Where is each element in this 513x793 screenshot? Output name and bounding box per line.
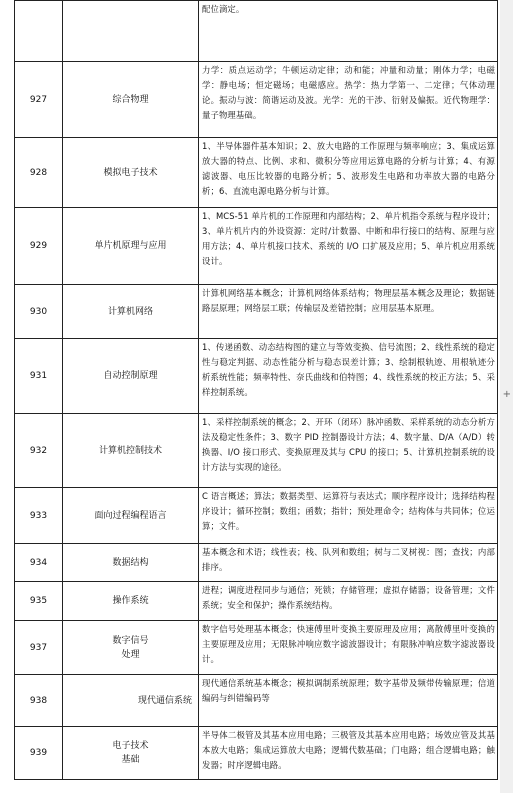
table-row (15, 208, 498, 285)
row-name (63, 285, 199, 339)
row-name-line: 计算机控制技术 (98, 445, 162, 456)
row-code: 937 (15, 621, 63, 675)
row-code: 935 (15, 582, 63, 621)
row-name-line: 单片机原理与应用 (94, 241, 167, 251)
plus-icon[interactable]: + (502, 389, 511, 400)
table-row (15, 414, 498, 488)
row-name-line: 数字信号 (112, 635, 149, 646)
table-row (15, 339, 498, 414)
table-row (15, 285, 498, 339)
table-row (15, 727, 498, 780)
row-code: 928 (15, 138, 63, 208)
row-desc: 1、MCS-51 单片机的工作原理和内部结构；2、单片机指令系统与程序设计；3、单片机片内的外设资源：定时/计数器、中断和串行接口的结构、原理与应用方法；4、单片机接口技术、系统的 I/O 口扩展及应用；5、单片机应用系统设计。 (199, 208, 498, 285)
table-row (15, 675, 498, 727)
row-name (63, 1, 199, 62)
table-row (15, 621, 498, 675)
row-name (63, 582, 199, 621)
row-desc: 数字信号处理基本概念；快速傅里叶变换主要原理及应用；离散傅里叶变换的主要原理及应用；无限脉冲响应数字滤波器设计；有限脉冲响应数字滤波器设计。 (199, 621, 498, 675)
table-row (15, 62, 498, 138)
row-code: 927 (15, 62, 63, 138)
row-name (63, 414, 199, 488)
table-row (15, 138, 498, 208)
row-name (63, 621, 199, 675)
row-code: 938 (15, 675, 63, 727)
row-desc: 基本概念和术语；线性表；栈、队列和数组；树与二叉树视：图；查找；内部排序。 (199, 544, 498, 582)
row-code: 933 (15, 488, 63, 544)
row-desc: 计算机网络基本概念；计算机网络体系结构；物理层基本概念及理论；数据链路层原理；网络层工联；传输层及差错控制；应用层基本原理。 (199, 285, 498, 339)
row-name-line: 基础 (121, 755, 140, 765)
row-desc: 半导体二极管及其基本应用电路；三极管及其基本应用电路；场效应管及其基本放大电路；集成运算放大电路；逻辑代数基础；门电路；组合逻辑电路；触发器；时序逻辑电路。 (199, 727, 498, 780)
row-name (63, 544, 199, 582)
course-table (14, 0, 498, 780)
row-code: 930 (15, 285, 63, 339)
row-name (63, 62, 199, 138)
row-desc: 1、半导体器件基本知识；2、放大电路的工作原理与频率响应；3、集成运算放大器的特点、比例、求和、微积分等应用运算电路的分析与计算；4、有源滤波器、电压比较器的电路分析；5、波形发生电路和功率放大器的电路分析；6、直流电源电路分析与计算。 (199, 138, 498, 208)
row-code: 932 (15, 414, 63, 488)
row-code: 939 (15, 727, 63, 780)
row-name-line: 综合物理 (112, 94, 149, 105)
row-code: 934 (15, 544, 63, 582)
row-code (15, 1, 63, 62)
row-name-line: 计算机网络 (107, 306, 153, 317)
row-desc: 力学：质点运动学；牛顿运动定律；动和能；冲量和动量；刚体力学；电磁学：静电场；恒定磁场；电磁感应。热学：热力学第一、二定律；气体动理论。振动与波：简谐运动及波。光学：光的干涉、衍射及偏振。近代物理学：量子物理基础。 (199, 62, 498, 138)
row-desc: 1、传递函数、动态结构图的建立与等效变换、信号流图；2、线性系统的稳定性与稳定判据、动态性能分析与稳态误差计算；3、绘制根轨迹、用根轨迹分析系统性能；频率特性、奈氏曲线和伯特图；4、线性系统的校正方法；5、采样控制系统。 (199, 339, 498, 414)
row-desc: 进程；调度进程同步与通信；死锁；存储管理；虚拟存储器；设备管理；文件系统；安全和保护；操作系统结构。 (199, 582, 498, 621)
row-name-line: 数据结构 (112, 557, 149, 568)
row-code: 929 (15, 208, 63, 285)
row-code: 931 (15, 339, 63, 414)
row-name-line: 电子技术 (112, 741, 149, 751)
table-row (15, 582, 498, 621)
row-name (63, 488, 199, 544)
row-name-line: 自动控制原理 (103, 371, 158, 381)
row-name-line: 现代通信系统 (137, 695, 192, 706)
row-name-line: 模拟电子技术 (103, 167, 158, 178)
row-name (63, 727, 199, 780)
row-desc: C 语言概述；算法；数据类型、运算符与表达式；顺序程序设计；选择结构程序设计；循环控制；数组；函数；指针；预处理命令；结构体与共同体；位运算；文件。 (199, 488, 498, 544)
row-name (63, 208, 199, 285)
table-row (15, 1, 498, 62)
row-desc: 1、采样控制系统的概念；2、开环（闭环）脉冲函数、采样系统的动态分析方法及稳定性条件；3、数字 PID 控制器设计方法；4、数字量、D/A（A/D）转换器、I/O 接口形式、变换原理及其与 CPU 的接口；5、计算机控制系统的设计方法与实现的途径。 (199, 414, 498, 488)
row-name (63, 675, 199, 727)
row-desc: 现代通信系统基本概念；模拟调制系统原理；数字基带及频带传输原理；信道编码与纠错编码等 (199, 675, 498, 727)
row-name (63, 339, 199, 414)
row-name-line: 处理 (121, 649, 140, 660)
row-name (63, 138, 199, 208)
row-desc: 配位滴定。 (199, 1, 498, 62)
table-row (15, 544, 498, 582)
table-row (15, 488, 498, 544)
row-name-line: 操作系统 (112, 596, 149, 606)
row-name-line: 面向过程编程语言 (94, 510, 167, 521)
